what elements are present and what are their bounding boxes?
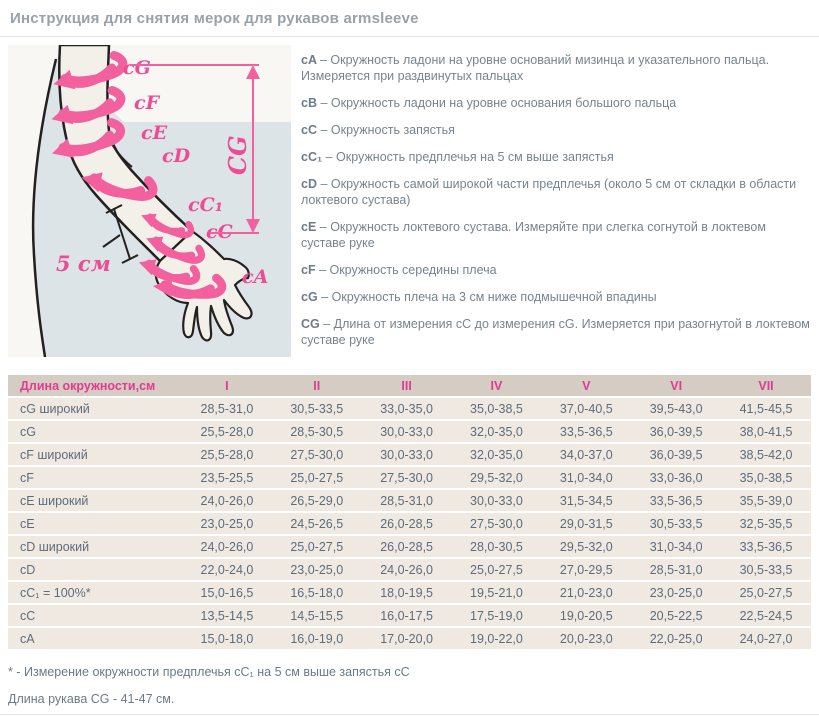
- value-cell: 25,0-27,5: [452, 559, 542, 580]
- value-cell: 25,0-27,5: [272, 536, 362, 557]
- row-label: cD широкий: [8, 536, 182, 557]
- value-cell: 31,0-34,0: [631, 536, 721, 557]
- arm-illustration: [8, 45, 291, 357]
- desc-term: cG: [301, 290, 322, 304]
- value-cell: 30,0-33,0: [362, 421, 452, 442]
- desc-text: – Окружность самой широкой части предплечья (около 5 см от складки в области локтевого сустава): [301, 177, 797, 207]
- band-label-ca: cA: [242, 266, 269, 288]
- desc-item: [301, 176, 811, 208]
- desc-item: [301, 316, 811, 348]
- header-size-cell: II: [272, 375, 362, 396]
- value-cell: 29,0-31,5: [541, 513, 631, 534]
- content-area: [0, 37, 819, 359]
- table-row: [8, 559, 811, 580]
- descriptions-list: [301, 45, 811, 359]
- value-cell: 36,0-39,5: [631, 421, 721, 442]
- value-cell: 27,0-29,5: [541, 559, 631, 580]
- value-cell: 19,0-22,0: [452, 628, 542, 649]
- value-cell: 26,5-29,0: [272, 490, 362, 511]
- value-cell: 23,0-25,0: [182, 513, 272, 534]
- desc-item: [301, 219, 811, 251]
- value-cell: 23,5-25,5: [182, 467, 272, 488]
- value-cell: 35,0-38,5: [721, 467, 811, 488]
- table-head: [8, 375, 811, 396]
- value-cell: 33,0-36,0: [631, 467, 721, 488]
- header-size-cell: VI: [631, 375, 721, 396]
- desc-text: – Окружность ладони на уровне основания большого пальца: [320, 96, 677, 110]
- value-cell: 35,0-38,5: [452, 398, 542, 419]
- desc-term: cB: [301, 96, 321, 110]
- table-row: [8, 536, 811, 557]
- desc-item: [301, 95, 811, 111]
- row-label: cF широкий: [8, 444, 182, 465]
- value-cell: 16,0-17,5: [362, 605, 452, 626]
- value-cell: 39,5-43,0: [631, 398, 721, 419]
- value-cell: 28,5-31,0: [182, 398, 272, 419]
- value-cell: 24,0-26,0: [182, 536, 272, 557]
- value-cell: 13,5-14,5: [182, 605, 272, 626]
- row-label: cA: [8, 628, 182, 649]
- footnote-asterisk: * - Измерение окружности предплечья cC₁ на 5 см выше запястья cC: [8, 665, 410, 679]
- desc-text: – Длина от измерения cC до измерения cG. Измеряется при разогнутой в локтевом суставе руке: [301, 317, 810, 347]
- header-size-cell: I: [182, 375, 272, 396]
- desc-text: – Окружность середины плеча: [319, 263, 497, 277]
- value-cell: 18,0-19,5: [362, 582, 452, 603]
- value-cell: 30,5-33,5: [721, 559, 811, 580]
- row-label: cE широкий: [8, 490, 182, 511]
- header-size-cell: IV: [452, 375, 542, 396]
- desc-item: [301, 122, 811, 138]
- row-label: cG: [8, 421, 182, 442]
- value-cell: 23,0-25,0: [631, 582, 721, 603]
- value-cell: 30,5-33,5: [272, 398, 362, 419]
- value-cell: 25,5-28,0: [182, 421, 272, 442]
- value-cell: 30,0-33,0: [452, 490, 542, 511]
- header-size-cell: III: [362, 375, 452, 396]
- value-cell: 24,0-26,0: [182, 490, 272, 511]
- value-cell: 33,5-36,5: [541, 421, 631, 442]
- desc-text: – Окружность ладони на уровне оснований мизинца и указательного пальца. Измеряется при раздвинутых пальцах: [301, 53, 770, 83]
- value-cell: 29,5-32,0: [452, 467, 542, 488]
- distance-label: 5 см: [56, 251, 111, 276]
- band-label-cc1: cC₁: [188, 194, 224, 216]
- row-label: cC₁ = 100%*: [8, 582, 182, 603]
- table-row: [8, 582, 811, 603]
- band-label-cd: cD: [162, 145, 191, 167]
- value-cell: 34,0-37,0: [541, 444, 631, 465]
- value-cell: 24,0-26,0: [362, 559, 452, 580]
- value-cell: 28,5-31,0: [631, 559, 721, 580]
- value-cell: 19,0-20,5: [541, 605, 631, 626]
- size-table: [8, 373, 811, 651]
- value-cell: 16,5-18,0: [272, 582, 362, 603]
- value-cell: 41,5-45,5: [721, 398, 811, 419]
- table-header-row: [8, 375, 811, 396]
- header-size-cell: V: [541, 375, 631, 396]
- cg-dimension-label: CG: [223, 135, 252, 175]
- value-cell: 15,0-16,5: [182, 582, 272, 603]
- table-row: [8, 490, 811, 511]
- desc-text: – Окружность запястья: [320, 123, 455, 137]
- value-cell: 36,0-39,5: [631, 444, 721, 465]
- value-cell: 37,0-40,5: [541, 398, 631, 419]
- value-cell: 29,5-32,0: [541, 536, 631, 557]
- value-cell: 14,5-15,5: [272, 605, 362, 626]
- value-cell: 28,5-30,5: [272, 421, 362, 442]
- value-cell: 22,0-25,0: [631, 628, 721, 649]
- desc-item: [301, 52, 811, 84]
- table-row: [8, 513, 811, 534]
- value-cell: 16,0-19,0: [272, 628, 362, 649]
- table-row: [8, 628, 811, 649]
- value-cell: 26,0-28,5: [362, 536, 452, 557]
- desc-term: cE: [301, 220, 320, 234]
- band-label-cf: cF: [134, 92, 160, 114]
- value-cell: 28,0-30,5: [452, 536, 542, 557]
- value-cell: 30,5-33,5: [631, 513, 721, 534]
- desc-item: [301, 262, 811, 278]
- header-size-cell: VII: [721, 375, 811, 396]
- table-row: [8, 444, 811, 465]
- row-label: cE: [8, 513, 182, 534]
- band-label-cc: cC: [206, 221, 233, 243]
- value-cell: 27,5-30,0: [362, 467, 452, 488]
- table-row: [8, 467, 811, 488]
- value-cell: 19,5-21,0: [452, 582, 542, 603]
- value-cell: 17,0-20,0: [362, 628, 452, 649]
- page-header: [0, 0, 819, 37]
- value-cell: 33,5-36,5: [721, 536, 811, 557]
- band-label-ce: cE: [141, 122, 168, 144]
- value-cell: 30,0-33,0: [362, 444, 452, 465]
- value-cell: 22,0-24,0: [182, 559, 272, 580]
- value-cell: 27,5-30,0: [272, 444, 362, 465]
- row-label: cC: [8, 605, 182, 626]
- value-cell: 33,0-35,0: [362, 398, 452, 419]
- desc-text: – Окружность предплечья на 5 см выше запястья: [325, 150, 614, 164]
- desc-term: cF: [301, 263, 320, 277]
- value-cell: 25,0-27,5: [272, 467, 362, 488]
- value-cell: 23,0-25,0: [272, 559, 362, 580]
- value-cell: 24,0-27,0: [721, 628, 811, 649]
- desc-item: [301, 149, 811, 165]
- value-cell: 32,0-35,0: [452, 444, 542, 465]
- table-body: [8, 398, 811, 649]
- desc-text: – Окружность локтевого сустава. Измеряйте при слегка согнутой в локтевом суставе руке: [301, 220, 766, 250]
- desc-text: – Окружность плеча на 3 см ниже подмышечной впадины: [321, 290, 657, 304]
- desc-term: cA: [301, 53, 320, 67]
- value-cell: 31,0-34,0: [541, 467, 631, 488]
- desc-term: CG: [301, 317, 324, 331]
- page-title: Инструкция для снятия мерок для рукавов armsleeve: [10, 10, 419, 27]
- table-row: [8, 605, 811, 626]
- table-row: [8, 421, 811, 442]
- row-label: cG широкий: [8, 398, 182, 419]
- value-cell: 17,5-19,0: [452, 605, 542, 626]
- value-cell: 33,5-36,5: [631, 490, 721, 511]
- desc-term: cC₁: [301, 150, 326, 164]
- value-cell: 24,5-26,5: [272, 513, 362, 534]
- value-cell: 20,5-22,5: [631, 605, 721, 626]
- value-cell: 20,0-23,0: [541, 628, 631, 649]
- band-label-cg: cG: [123, 57, 151, 79]
- value-cell: 32,5-35,5: [721, 513, 811, 534]
- desc-term: cD: [301, 177, 321, 191]
- value-cell: 22,5-24,5: [721, 605, 811, 626]
- value-cell: 21,0-23,0: [541, 582, 631, 603]
- value-cell: 31,5-34,5: [541, 490, 631, 511]
- value-cell: 38,5-42,0: [721, 444, 811, 465]
- value-cell: 15,0-18,0: [182, 628, 272, 649]
- value-cell: 28,5-31,0: [362, 490, 452, 511]
- value-cell: 26,0-28,5: [362, 513, 452, 534]
- value-cell: 25,0-27,5: [721, 582, 811, 603]
- table-row: [8, 398, 811, 419]
- value-cell: 27,5-30,0: [452, 513, 542, 534]
- bottom-divider: [0, 714, 819, 715]
- value-cell: 25,5-28,0: [182, 444, 272, 465]
- desc-term: cC: [301, 123, 321, 137]
- header-label-cell: Длина окружности,см: [8, 375, 182, 396]
- value-cell: 32,0-35,0: [452, 421, 542, 442]
- sleeve-length-note: Длина рукава CG - 41-47 см.: [8, 692, 175, 706]
- row-label: cF: [8, 467, 182, 488]
- desc-item: [301, 289, 811, 305]
- row-label: cD: [8, 559, 182, 580]
- value-cell: 35,5-39,0: [721, 490, 811, 511]
- value-cell: 38,0-41,5: [721, 421, 811, 442]
- measurement-diagram: [8, 45, 291, 357]
